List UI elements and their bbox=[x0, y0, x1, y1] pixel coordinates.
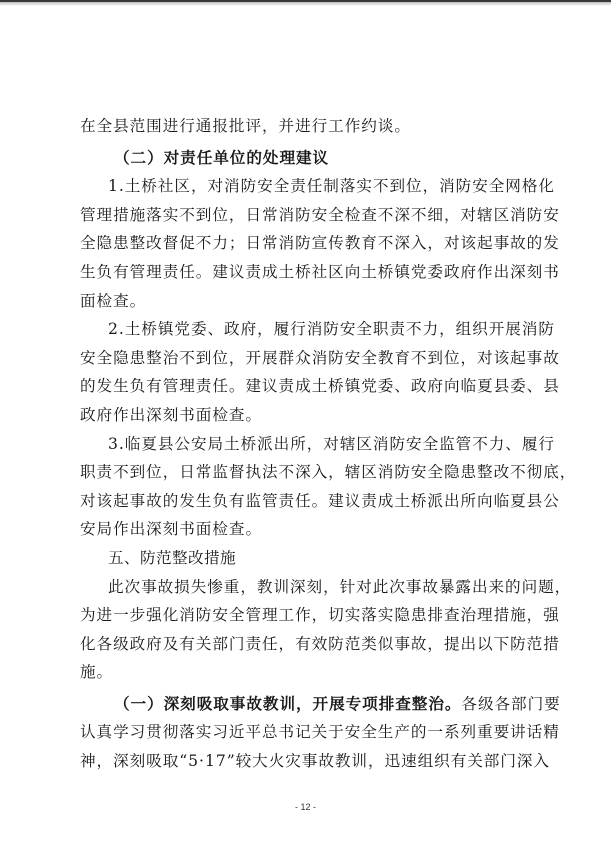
body-text-line: 2.土桥镇党委、政府，履行消防安全职责不力，组织开展消防 bbox=[108, 320, 555, 339]
body-text-line: 化各级政府及有关部门责任，有效防范类似事故，提出以下防范措 bbox=[80, 634, 560, 653]
body-text-line: 安局作出深刻书面检查。 bbox=[80, 520, 262, 539]
page-number: - 12 - bbox=[294, 802, 316, 812]
measure-bold-lead: （一）深刻吸取事故教训，开展专项排查整治。 bbox=[114, 694, 462, 713]
body-text-line: 在全县范围进行通报批评，并进行工作约谈。 bbox=[80, 117, 411, 135]
body-text-line: 对该起事故的发生负有监管责任。建议责成土桥派出所向临夏县公 bbox=[80, 491, 560, 510]
measure-lead-rest: 各级各部门要 bbox=[461, 694, 561, 713]
body-text-line: 生负有管理责任。建议责成土桥社区向土桥镇党委政府作出深刻书 bbox=[80, 262, 560, 281]
paragraph-measure-1 bbox=[80, 690, 561, 776]
body-text-line: 认真学习贯彻落实习近平总书记关于安全生产的一系列重要讲话精 bbox=[80, 723, 560, 742]
body-text-line: 全隐患整改督促不力；日常消防宣传教育不深入，对该起事故的发 bbox=[80, 234, 560, 253]
document-page bbox=[80, 112, 577, 776]
body-text-line: 神，深刻吸取“5·17”较大火灾事故教训，迅速组织有关部门深入 bbox=[80, 752, 550, 771]
body-text-line: 的发生负有管理责任。建议责成土桥镇党委、政府向临夏县委、县 bbox=[80, 377, 560, 396]
paragraph-item-3 bbox=[80, 430, 577, 544]
body-text-line: 职责不到位，日常监督执法不深入，辖区消防安全隐患整改不彻底， bbox=[80, 463, 577, 482]
paragraph-item-2 bbox=[80, 315, 560, 429]
body-text-line: 管理措施落实不到位，日常消防安全检查不深不细，对辖区消防安 bbox=[80, 205, 560, 224]
body-text-line: 为进一步强化消防安全管理工作，切实落实隐患排查治理措施，强 bbox=[80, 606, 560, 625]
body-text-line: 此次事故损失惨重，教训深刻，针对此次事故暴露出来的问题， bbox=[108, 577, 572, 596]
body-text-line: 面检查。 bbox=[80, 291, 147, 310]
body-text-line: 3.临夏县公安局土桥派出所，对辖区消防安全监管不力、履行 bbox=[108, 434, 555, 453]
measure-first-line bbox=[80, 690, 561, 719]
section-heading-prevention: 五、防范整改措施 bbox=[108, 548, 236, 567]
body-text-line: 政府作出深刻书面检查。 bbox=[80, 405, 262, 424]
body-text-line: 安全隐患整治不到位，开展群众消防安全教育不到位，对该起事故 bbox=[80, 348, 560, 367]
subheading-responsible-units: （二）对责任单位的处理建议 bbox=[114, 148, 330, 167]
paragraph-prevention-intro bbox=[80, 573, 572, 687]
body-text-line: 1.土桥社区，对消防安全责任制落实不到位，消防安全网格化 bbox=[108, 177, 555, 196]
body-text-line: 施。 bbox=[80, 663, 114, 682]
paragraph-item-1 bbox=[80, 172, 560, 315]
viewer-top-shadow bbox=[0, 2, 611, 6]
